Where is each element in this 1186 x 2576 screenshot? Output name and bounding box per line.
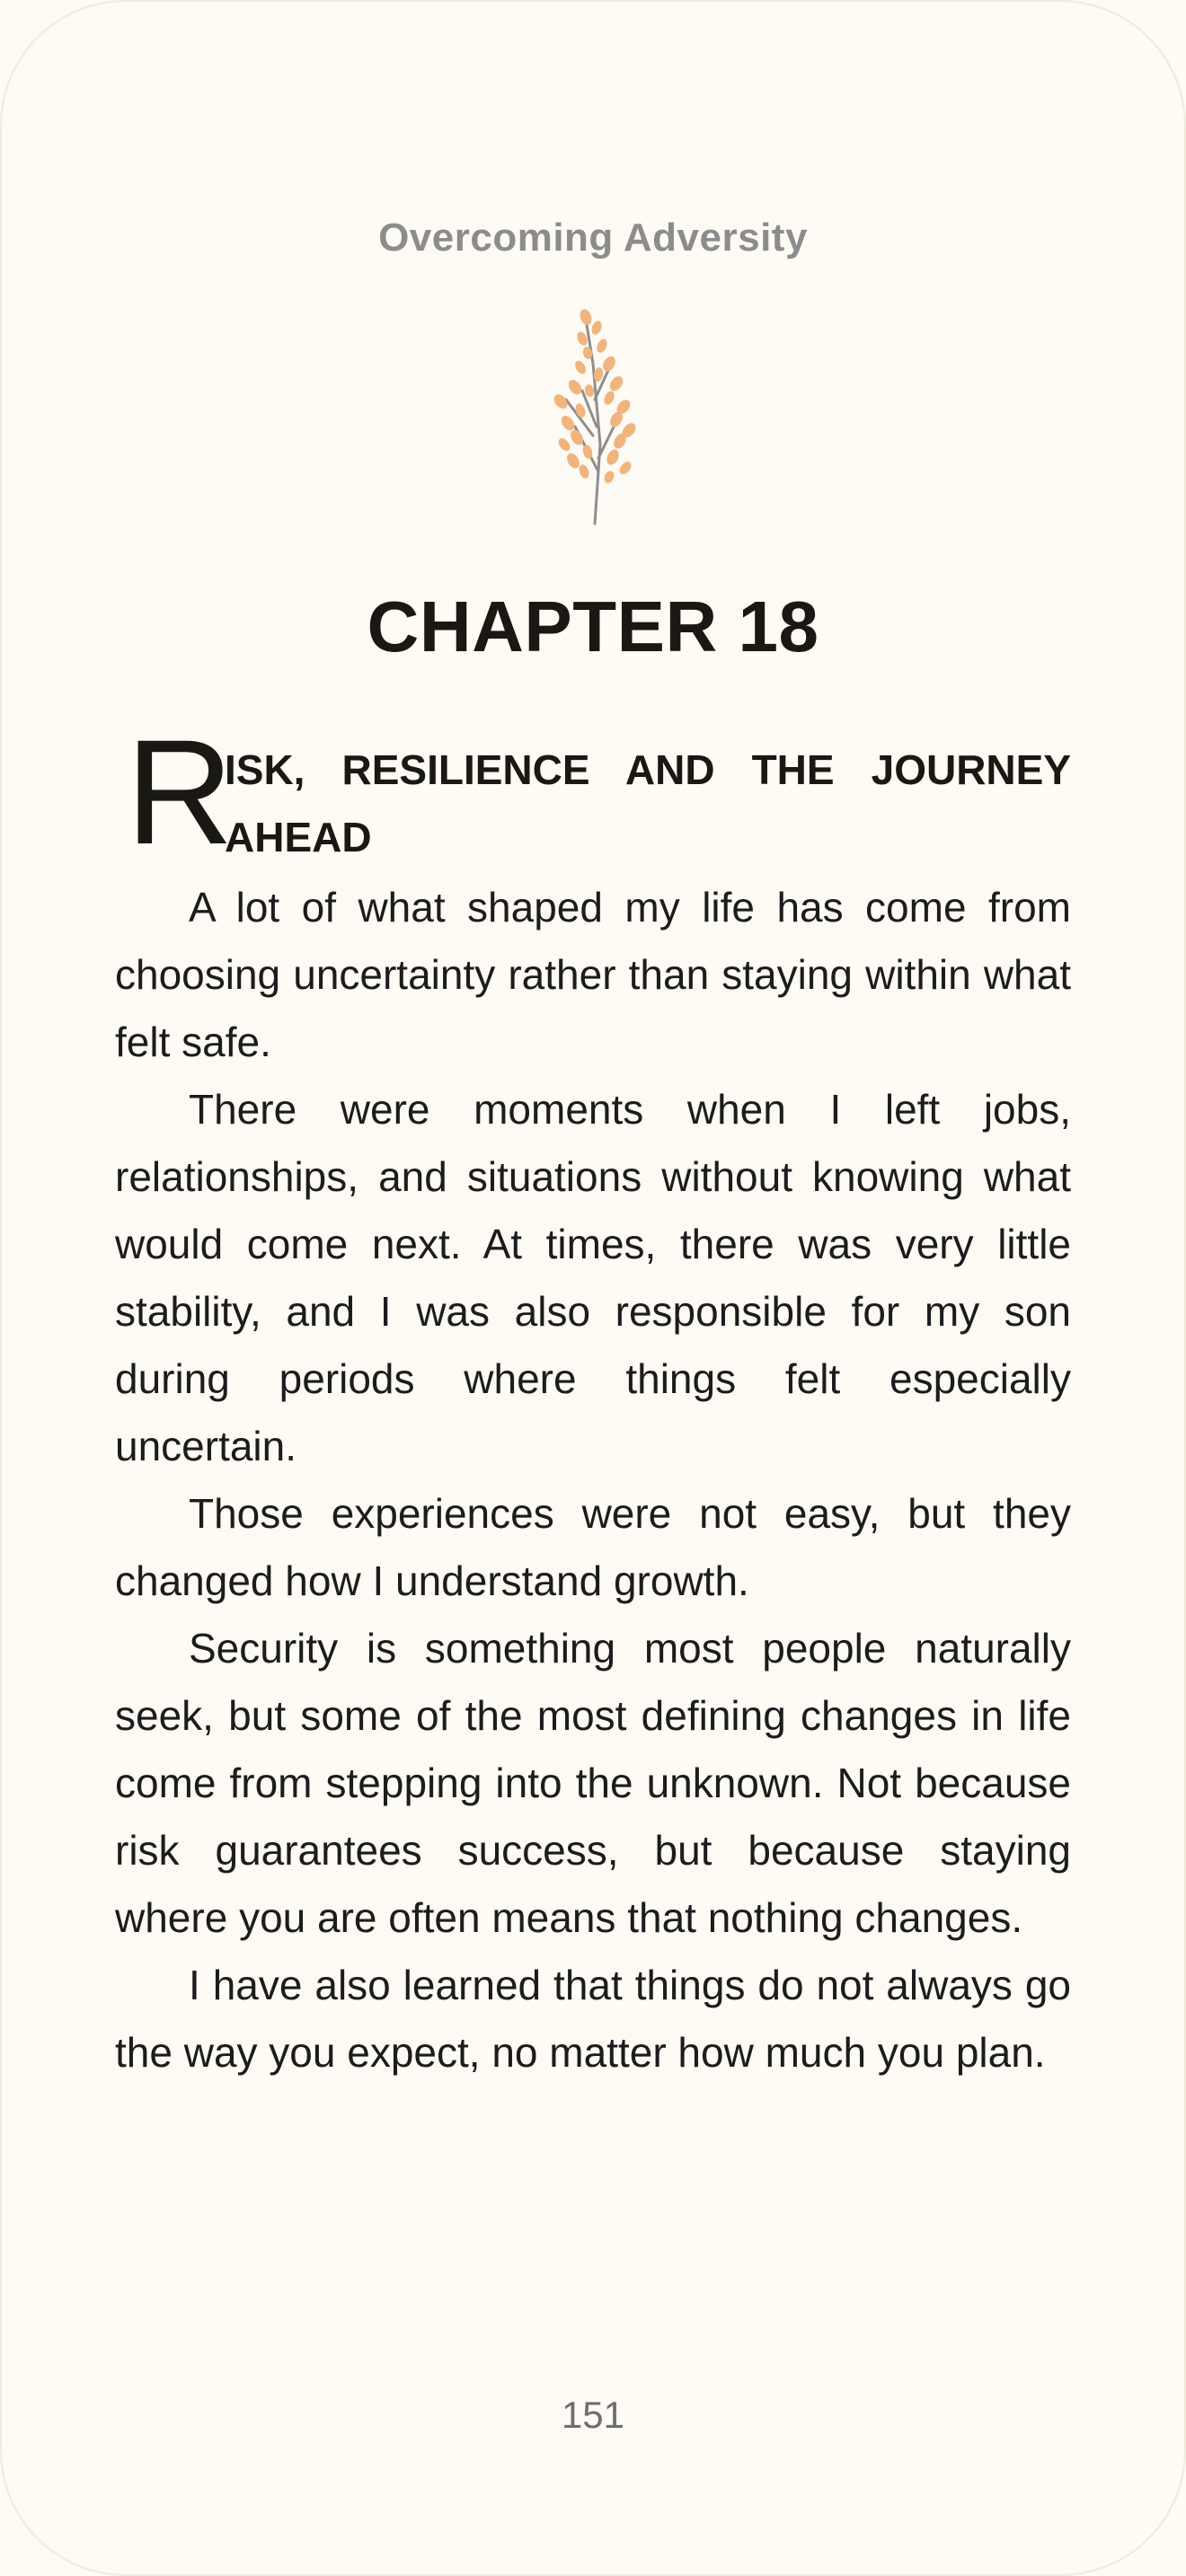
drop-cap: R	[126, 710, 234, 876]
sprig-illustration-icon	[530, 301, 656, 530]
section-title-text: ISK, RESILIENCE AND THE JOURNEY AHEAD	[225, 746, 1071, 860]
paragraph: I have also learned that things do not always go the way you expect, no matter how much you plan.	[115, 1962, 1071, 2076]
section-title	[115, 710, 1071, 876]
paragraph: There were moments when I left jobs, relationships, and situations without knowing what would come next. At times, there was very little stability, and I was also responsible for my son during periods where things felt especially uncertain.	[115, 1086, 1071, 1469]
page-number: 151	[561, 2394, 625, 2436]
paragraph: Security is something most people naturally seek, but some of the most defining changes in life come from stepping into the unknown. Not because risk guarantees success, but because staying where you are often means that nothing changes.	[115, 1625, 1071, 1941]
book-title: Overcoming Adversity	[378, 216, 808, 260]
paragraph: Those experiences were not easy, but they changed how I understand growth.	[115, 1490, 1071, 1604]
body-text	[115, 874, 1071, 2086]
paragraph: A lot of what shaped my life has come from choosing uncertainty rather than staying within what felt safe.	[115, 884, 1071, 1065]
chapter-heading: CHAPTER 18	[367, 587, 819, 666]
chapter-content	[115, 710, 1071, 2086]
